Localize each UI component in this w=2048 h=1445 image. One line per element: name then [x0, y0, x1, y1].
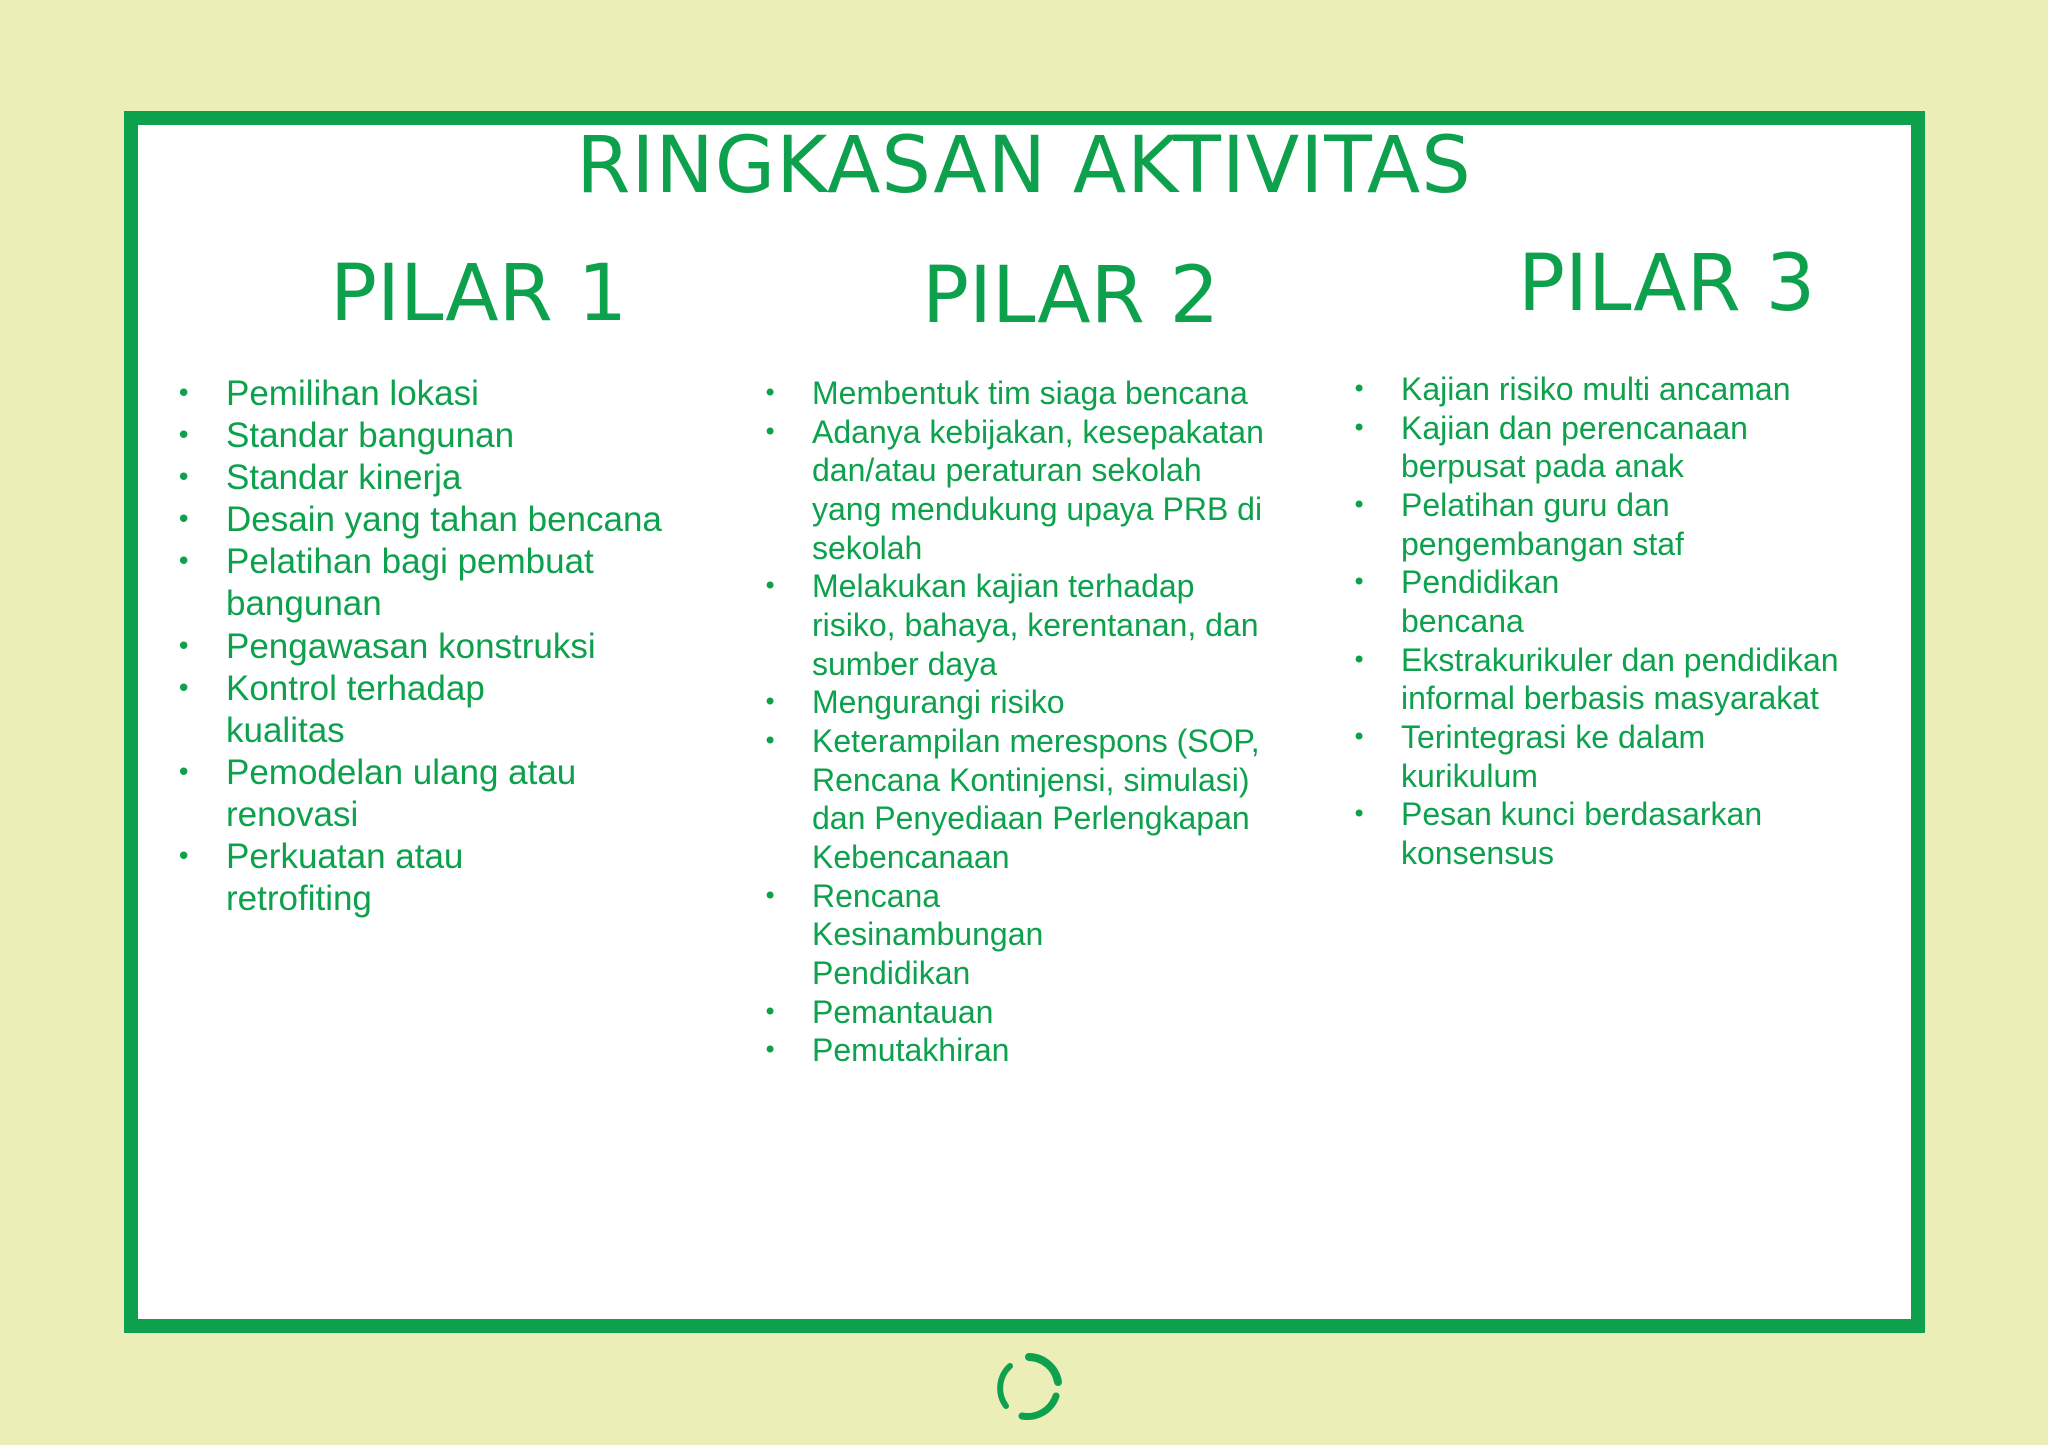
list-item-text: Melakukan kajian terhadap risiko, bahaya, kerentanan, dan sumber daya: [812, 568, 1259, 682]
list-item-text: Keterampilan merespons (SOP, Rencana Kontinjensi, simulasi) dan Penyediaan Perlengkapan Kebencanaan: [812, 722, 1260, 875]
list-item-text: Pelatihan bagi pembuat bangunan: [226, 542, 594, 624]
bullet-icon: •: [1352, 645, 1367, 674]
bullet-icon: •: [176, 547, 192, 578]
list-item: [176, 836, 726, 920]
list-item: [1352, 641, 1921, 718]
list-item: [176, 752, 726, 836]
list-item-text: Perkuatan atau retrofiting: [226, 837, 464, 919]
list-item: [176, 668, 726, 752]
pillar-3-list: [1352, 370, 1921, 873]
bullet-icon: •: [763, 379, 778, 407]
bullet-icon: •: [763, 881, 778, 910]
list-item: [176, 373, 726, 415]
list-item: [763, 722, 1312, 877]
bullet-icon: •: [1352, 375, 1367, 403]
list-item: [763, 413, 1312, 568]
bullet-icon: •: [1352, 800, 1367, 829]
list-item: [763, 683, 1312, 722]
list-item-text: Adanya kebijakan, kesepakatan dan/atau peraturan sekolah yang mendukung upaya PRB di sekolah: [812, 413, 1264, 566]
list-item: [176, 415, 726, 457]
bullet-icon: •: [763, 997, 778, 1026]
list-item-text: Pesan kunci berdasarkan konsensus: [1401, 796, 1763, 871]
bullet-icon: •: [176, 379, 192, 409]
bullet-icon: •: [176, 505, 192, 536]
list-item: [1352, 563, 1921, 640]
bullet-icon: •: [176, 463, 192, 494]
bullet-icon: •: [176, 757, 192, 788]
bullet-icon: •: [1352, 722, 1367, 751]
list-item: [176, 626, 726, 668]
bullet-icon: •: [176, 421, 192, 452]
list-item-text: Kajian dan perencanaan berpusat pada anak: [1401, 409, 1748, 485]
list-item-text: Terintegrasi ke dalam kurikulum: [1401, 718, 1706, 794]
list-item-text: Standar bangunan: [226, 416, 515, 456]
list-item-text: Pemodelan ulang atau renovasi: [226, 752, 577, 834]
list-item: [1352, 486, 1921, 563]
list-item-text: Mengurangi risiko: [812, 684, 1065, 721]
bullet-icon: •: [763, 688, 778, 717]
list-item: [1352, 795, 1921, 872]
bullet-icon: •: [1352, 413, 1367, 442]
bullet-icon: •: [763, 417, 778, 446]
bullet-icon: •: [176, 631, 192, 662]
pillar-1-heading: PILAR 1: [330, 249, 628, 339]
pillar-2-heading: PILAR 2: [922, 251, 1220, 341]
list-item: [1352, 409, 1921, 486]
bullet-icon: •: [1352, 490, 1367, 519]
pillar-3-heading: PILAR 3: [1518, 239, 1816, 329]
list-item: [763, 1031, 1312, 1070]
list-item-text: Rencana Kesinambungan Pendidikan: [812, 877, 1044, 991]
pillar-2-list: [763, 374, 1312, 1070]
list-item-text: Pemilihan lokasi: [226, 374, 479, 413]
bullet-icon: •: [763, 572, 778, 601]
list-item: [176, 541, 726, 625]
list-item: [1352, 718, 1921, 795]
list-item-text: Pelatihan guru dan pengembangan staf: [1401, 486, 1684, 562]
list-item-text: Ekstrakurikuler dan pendidikan informal berbasis masyarakat: [1401, 641, 1839, 717]
list-item-text: Kajian risiko multi ancaman: [1401, 371, 1791, 407]
list-item: [763, 877, 1312, 993]
list-item-text: Standar kinerja: [226, 458, 462, 498]
list-item: [763, 374, 1312, 413]
list-item-text: Pemantauan: [812, 993, 994, 1030]
bullet-icon: •: [176, 673, 192, 704]
list-item-text: Kontrol terhadap kualitas: [226, 668, 485, 750]
circular-swirl-logo-icon: [992, 1350, 1066, 1424]
list-item-text: Pendidikan bencana: [1401, 564, 1560, 639]
list-item-text: Pemutakhiran: [812, 1032, 1010, 1069]
list-item: [1352, 370, 1921, 409]
bullet-icon: •: [176, 842, 192, 873]
list-item-text: Membentuk tim siaga bencana: [812, 375, 1248, 411]
list-item-text: Pengawasan konstruksi: [226, 626, 596, 666]
bullet-icon: •: [1352, 568, 1367, 597]
list-item: [176, 457, 726, 499]
list-item: [176, 499, 726, 541]
list-item-text: Desain yang tahan bencana: [226, 500, 662, 540]
bullet-icon: •: [763, 726, 778, 755]
page-title: RINGKASAN AKTIVITAS: [576, 121, 1472, 211]
pillar-1-list: [176, 373, 726, 920]
list-item: [763, 567, 1312, 683]
list-item: [763, 993, 1312, 1032]
bullet-icon: •: [763, 1036, 778, 1065]
